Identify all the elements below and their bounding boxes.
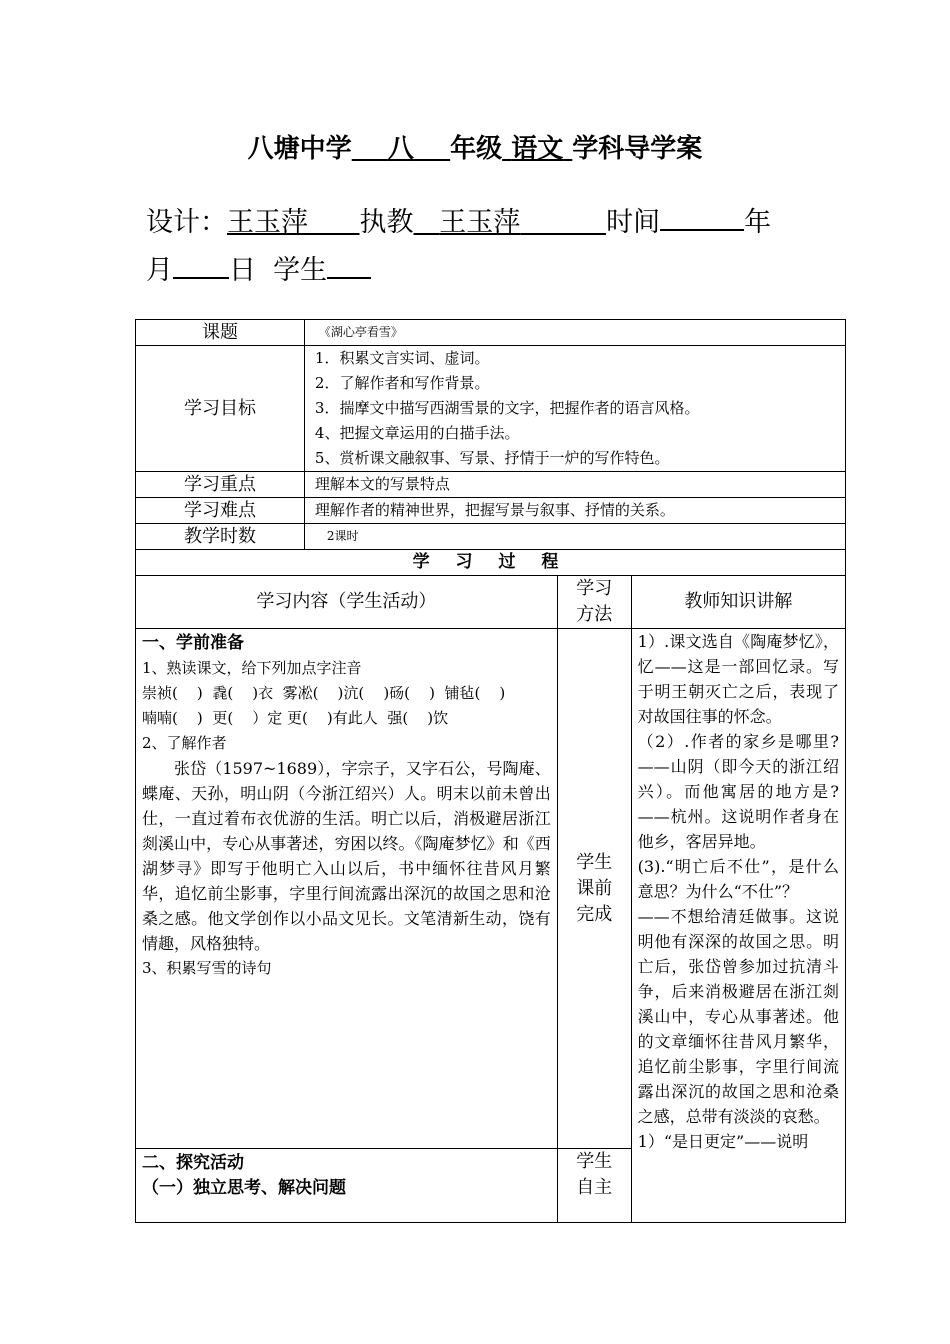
focus-value: 理解本文的写景特点 (304, 472, 845, 498)
time-label: 时间 (606, 207, 661, 238)
col-teacher-header: 教师知识讲解 (631, 576, 845, 629)
teacher-note: 1）.课文选自《陶庵梦忆》，忆——这是一部回忆录。写于明王朝灭亡之后，表现了对故国往事的怀念。 (637, 632, 839, 726)
prep-item: 1、熟读课文，给下列加点字注音 (142, 659, 362, 677)
pronunciation-line: 喃喃( ) 更( ）定 更( )有此人 强( )饮 (142, 709, 449, 727)
hours-row (136, 524, 846, 550)
goal-item: 3．揣摩文中描写西湖雪景的文字，把握作者的语言风格。 (314, 399, 700, 417)
teacher-note: （2）.作者的家乡是哪里?——山阴（即今天的浙江绍兴）。而他寓居的地方是?——杭州。这说明作者身在他乡，客居异地。 (637, 732, 839, 851)
difficulty-label: 学习难点 (136, 498, 305, 524)
prep-item: 3、积累写雪的诗句 (142, 959, 272, 977)
designer-field: 王玉萍 (227, 207, 308, 238)
prep-item: 2、了解作者 (142, 734, 227, 752)
meta-line-1 (146, 200, 771, 239)
student-blank (327, 251, 371, 279)
title-suffix: 学科导学案 (572, 134, 703, 164)
explore-content (136, 1149, 558, 1223)
process-header-row (136, 576, 846, 629)
pronunciation-line: 崇祯( ) 毳( )衣 雾凇( )沆( )砀( ) 铺毡( ) (142, 684, 506, 702)
page-title (0, 128, 950, 165)
focus-label: 学习重点 (136, 472, 305, 498)
method-cell: 学生课前完成 (557, 629, 631, 1149)
grade-field: 八 (387, 134, 414, 164)
author-bio: 张岱（1597~1689），字宗子，又字石公，号陶庵、蝶庵、天孙，明山阴（今浙江绍兴）人。明末以前未曾出仕，一直过着布衣优游的生活。明亡以后，消极避居浙江剡溪山中，专心从事著述，穷困以终。《陶庵梦忆》和《西湖梦寻》即写于他明亡入山以后，书中缅怀往昔风月繁华，追忆前尘影事，字里行间流露出深沉的故国之思和沧桑之感。他文学创作以小品文见长。文笔清新生动，饶有情趣，风格独特。 (142, 759, 551, 953)
design-label: 设计： (146, 207, 227, 238)
difficulty-row (136, 498, 846, 524)
section-heading: 一、学前准备 (142, 633, 244, 653)
teacher-note: 1）“是日更定”——说明 (637, 1132, 809, 1151)
section-subheading: （一）独立思考、解决问题 (142, 1178, 346, 1198)
goals-list (304, 346, 845, 472)
topic-value: 《湖心亭看雪》 (304, 320, 845, 346)
section-heading: 二、探究活动 (142, 1153, 244, 1173)
process-title: 学 习 过 程 (136, 550, 846, 576)
month-blank (173, 251, 229, 279)
process-row (136, 550, 846, 576)
time-blank (660, 203, 744, 231)
goal-item: 2．了解作者和写作背景。 (314, 374, 490, 392)
day-label: 日 (229, 255, 256, 286)
goals-row (136, 346, 846, 472)
subject-field: 语文 (511, 134, 564, 164)
focus-row (136, 472, 846, 498)
teacher-notes (631, 629, 845, 1223)
goals-label: 学习目标 (136, 346, 305, 472)
lesson-table (135, 319, 846, 1223)
goal-item: 1．积累文言实词、虚词。 (314, 349, 490, 367)
student-label: 学生 (273, 255, 328, 286)
prep-content (136, 629, 558, 1149)
teacher-note: (3).“明亡后不仕”，是什么意思？为什么“不仕”？ (637, 857, 839, 901)
meta-line-2 (146, 248, 371, 287)
goal-item: 4、把握文章运用的白描手法。 (314, 424, 520, 442)
method-cell: 学生自主 (557, 1149, 631, 1223)
difficulty-value: 理解作者的精神世界，把握写景与叙事、抒情的关系。 (304, 498, 845, 524)
prep-row (136, 629, 846, 1149)
col-method-header: 学习方法 (557, 576, 631, 629)
hours-label: 教学时数 (136, 524, 305, 550)
month-label: 月 (146, 255, 173, 286)
teacher-label: 执教 (359, 207, 414, 238)
grade-suffix: 年级 (450, 134, 503, 164)
year-label: 年 (744, 207, 772, 238)
school-name: 八塘中学 (247, 134, 352, 164)
teacher-field: 王玉萍 (439, 207, 521, 238)
hours-value: 2课时 (304, 524, 845, 550)
teacher-note: ——不想给清廷做事。这说明他有深深的故国之思。明亡后，张岱曾参加过抗清斗争，后来消极避居在浙江剡溪山中，专心从事著述。他的文章缅怀往昔风月繁华，追忆前尘影事，字里行间流露出深沉的故国之思和沧桑之感，总带有淡淡的哀愁。 (637, 907, 839, 1126)
topic-label: 课题 (136, 320, 305, 346)
goal-item: 5、赏析课文融叙事、写景、抒情于一炉的写作特色。 (314, 449, 670, 467)
topic-row (136, 320, 846, 346)
col-content-header: 学习内容（学生活动） (136, 576, 558, 629)
